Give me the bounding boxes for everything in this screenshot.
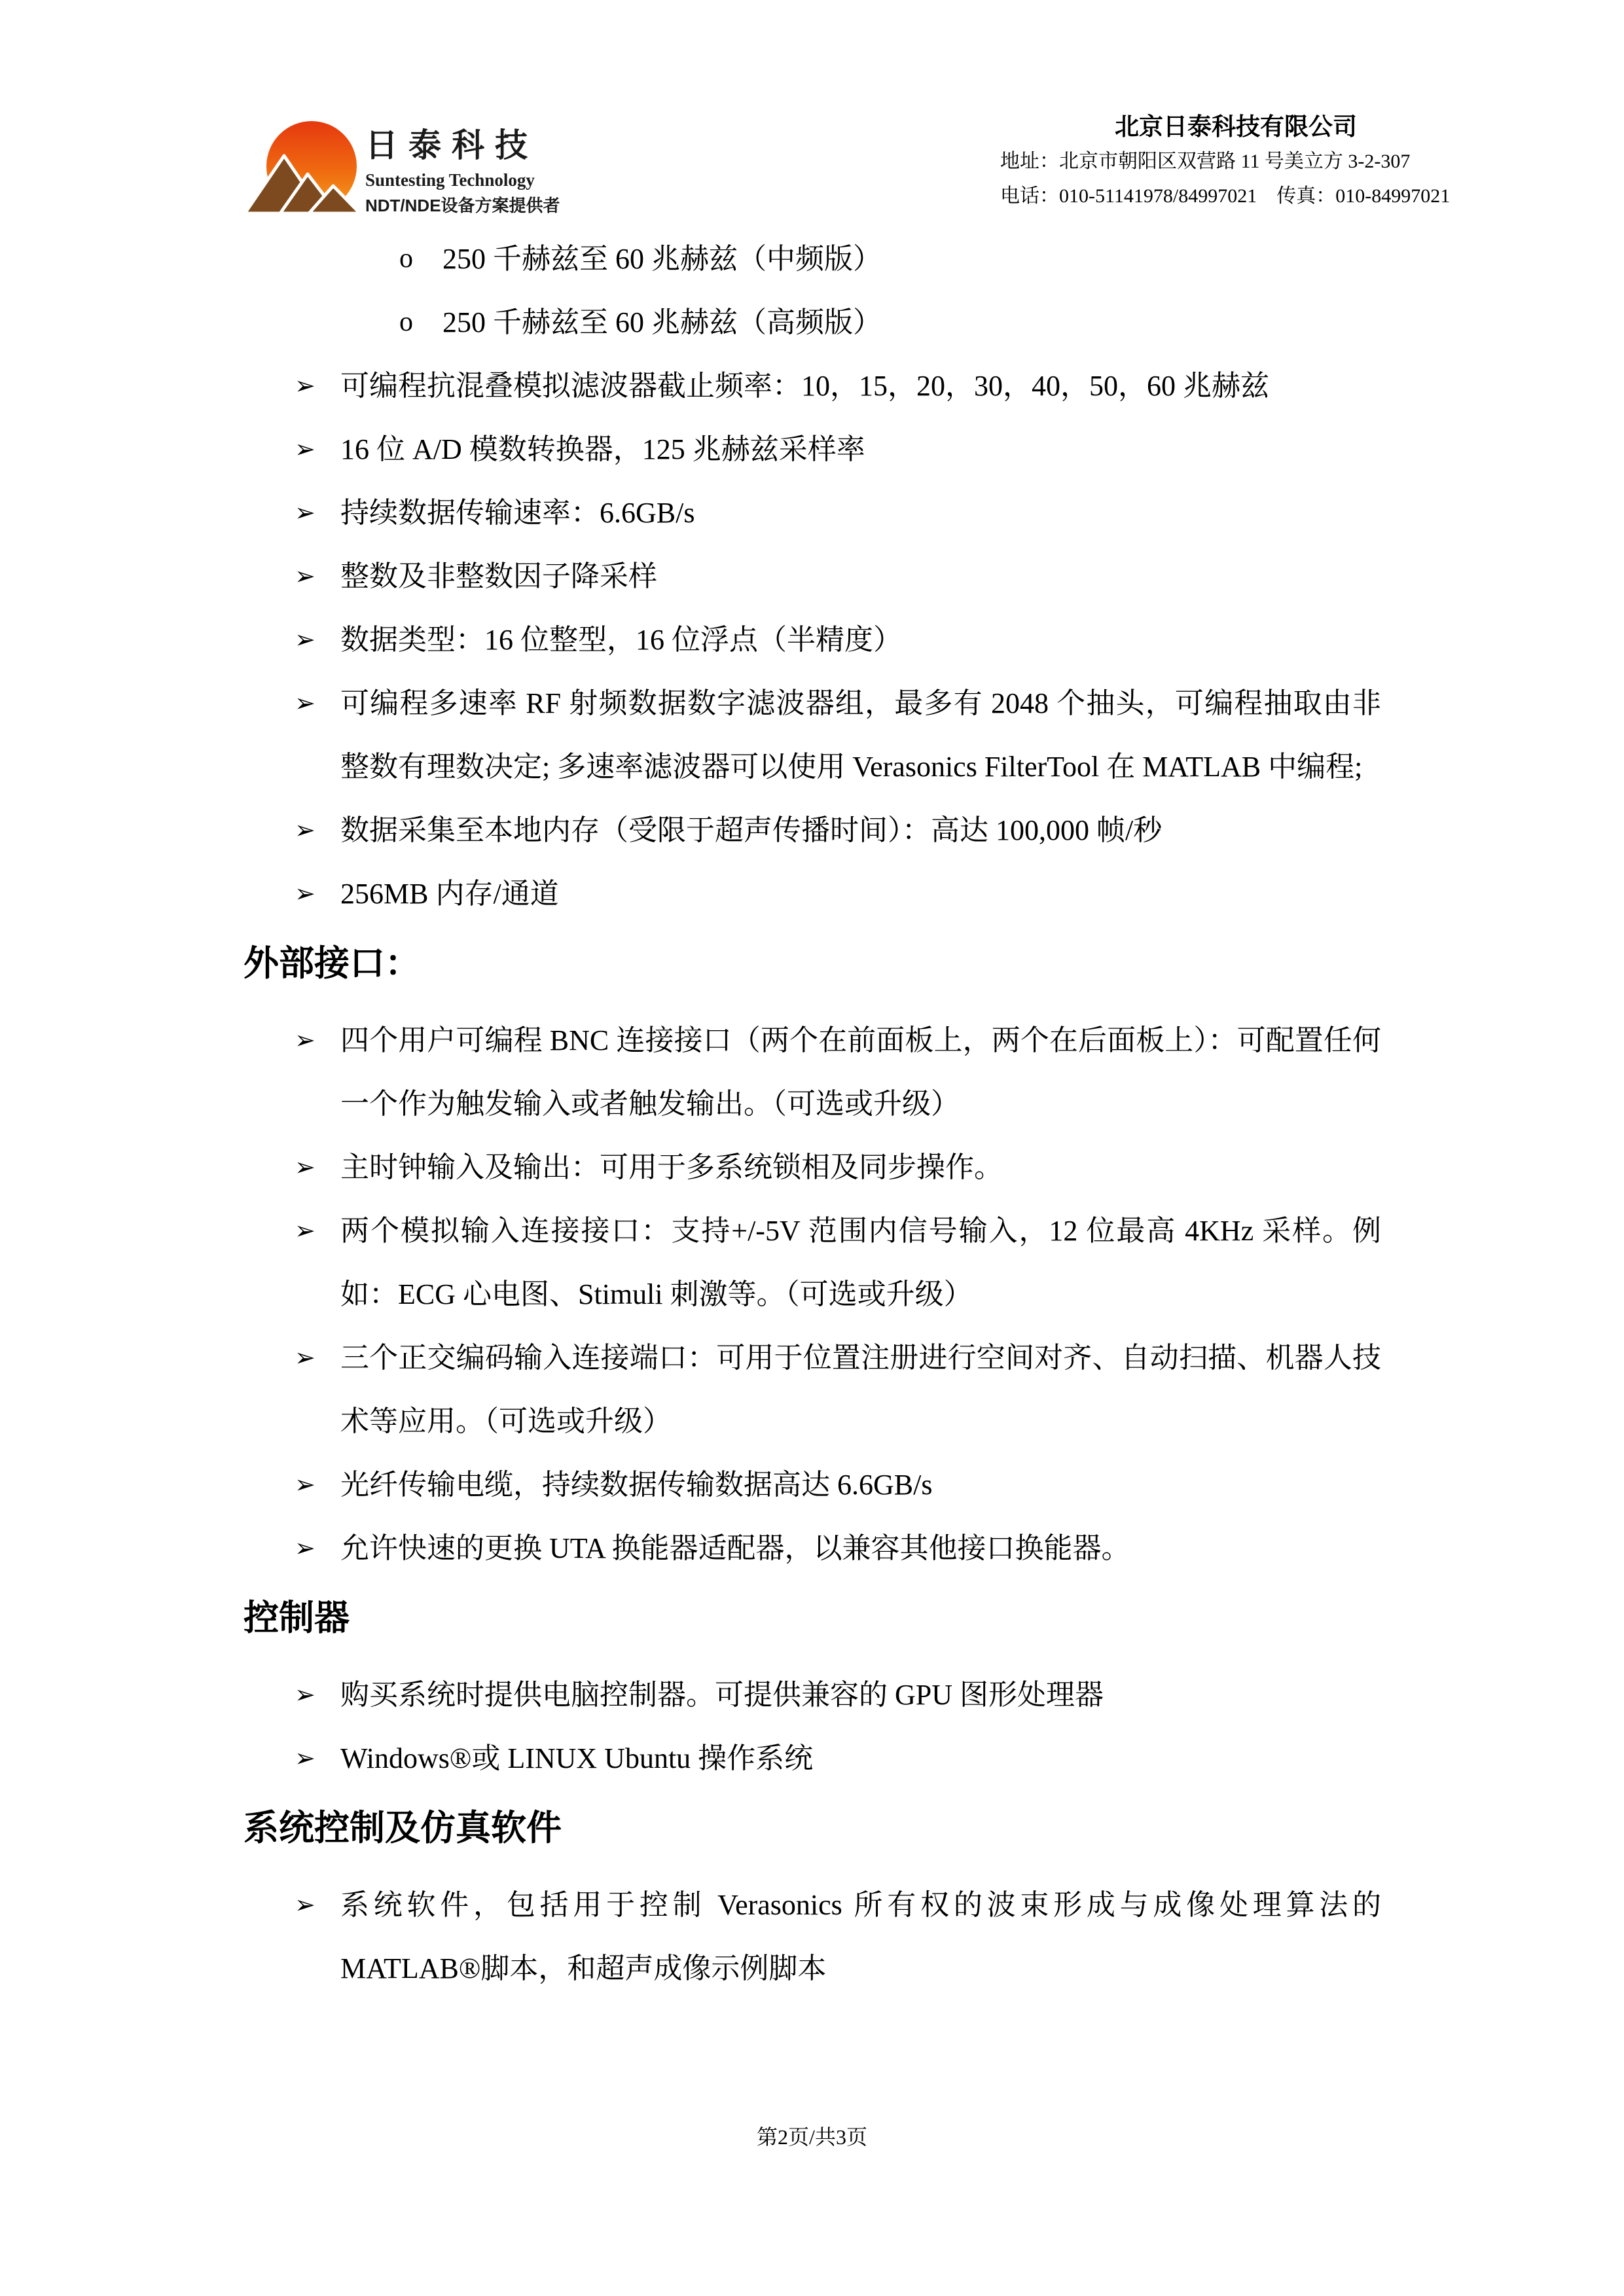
list-item-text: 购买系统时提供电脑控制器。可提供兼容的 GPU 图形处理器 <box>340 1679 1104 1711</box>
arrow-bullet-icon: ➢ <box>295 1470 316 1499</box>
list-item-text: 256MB 内存/通道 <box>340 878 559 910</box>
company-phone: 电话：010-51141978/84997021 传真：010-84997021 <box>1000 185 1451 207</box>
list-item-text: 16 位 A/D 模数转换器，125 兆赫兹采样率 <box>340 433 865 465</box>
arrow-bullet-icon: ➢ <box>295 1153 316 1181</box>
logo-icon <box>244 105 374 217</box>
section-heading-external-interfaces: 外部接口： <box>244 944 420 983</box>
arrow-bullet-icon: ➢ <box>295 879 316 908</box>
arrow-bullet-icon: ➢ <box>295 498 316 527</box>
list-item <box>0 1453 1624 1516</box>
section-heading-controller: 控制器 <box>244 1598 350 1638</box>
arrow-bullet-icon: ➢ <box>295 1216 316 1245</box>
list-item-text: 允许快速的更换 UTA 换能器适配器，以兼容其他接口换能器。 <box>340 1532 1130 1564</box>
list-item <box>0 227 1624 291</box>
list-item-text: Windows®或 LINUX Ubuntu 操作系统 <box>340 1742 814 1774</box>
arrow-bullet-icon: ➢ <box>295 1680 316 1709</box>
arrow-bullet-icon: ➢ <box>295 1343 316 1372</box>
list-item <box>0 1516 1624 1580</box>
section-heading-software: 系统控制及仿真软件 <box>244 1808 562 1848</box>
company-address: 地址：北京市朝阳区双营路 11 号美立方 3-2-307 <box>1000 151 1411 172</box>
list-item-text: 可编程多速率 RF 射频数据数字滤波器组，最多有 2048 个抽头，可编程抽取由非整数有理数决定; 多速率滤波器可以使用 Verasonics FilterTool 在 MATLAB 中编程; <box>340 687 1381 783</box>
list-item-text: 整数及非整数因子降采样 <box>340 560 657 592</box>
company-logo <box>244 105 558 223</box>
list-item-text: 持续数据传输速率：6.6GB/s <box>340 497 695 529</box>
list-item-text: 数据类型：16 位整型，16 位浮点（半精度） <box>340 624 902 656</box>
list-item <box>0 1873 1624 2000</box>
list-item-text: 三个正交编码输入连接端口：可用于位置注册进行空间对齐、自动扫描、机器人技术等应用。（可选或升级） <box>340 1342 1381 1437</box>
logo-title: 日泰科技 <box>365 127 538 164</box>
arrow-bullet-icon: ➢ <box>295 371 316 400</box>
logo-text-block <box>365 127 562 217</box>
list-item-text: 系统软件，包括用于控制 Verasonics 所有权的波束形成与成像处理算法的 MATLAB®脚本，和超声成像示例脚本 <box>340 1889 1381 1984</box>
list-item-text: 数据采集至本地内存（受限于超声传播时间）：高达 100,000 帧/秒 <box>340 814 1163 846</box>
list-item <box>0 1009 1624 1136</box>
list-item <box>0 418 1624 481</box>
company-info <box>1000 111 1471 213</box>
list-item <box>0 291 1624 354</box>
arrow-bullet-icon: ➢ <box>295 625 316 654</box>
list-item-text: 主时钟输入及输出：可用于多系统锁相及同步操作。 <box>340 1151 1003 1183</box>
list-item <box>0 481 1624 545</box>
list-item <box>0 1199 1624 1326</box>
list-item <box>0 1136 1624 1199</box>
arrow-bullet-icon: ➢ <box>295 435 316 463</box>
arrow-bullet-icon: ➢ <box>295 1534 316 1562</box>
arrow-bullet-icon: ➢ <box>295 689 316 717</box>
list-item <box>0 862 1624 925</box>
list-item-text: 四个用户可编程 BNC 连接接口（两个在前面板上，两个在后面板上）：可配置任何一个作为触发输入或者触发输出。（可选或升级） <box>340 1024 1381 1120</box>
list-item <box>0 354 1624 418</box>
logo-subtitle: Suntesting Technology <box>365 170 535 190</box>
list-item <box>0 798 1624 862</box>
arrow-bullet-icon: ➢ <box>295 562 316 590</box>
list-item <box>0 1326 1624 1453</box>
arrow-bullet-icon: ➢ <box>295 816 316 844</box>
list-item <box>0 672 1624 798</box>
arrow-bullet-icon: ➢ <box>295 1744 316 1772</box>
list-item-text: 可编程抗混叠模拟滤波器截止频率：10，15，20，30，40，50，60 兆赫兹 <box>340 370 1269 402</box>
list-item-text: 250 千赫兹至 60 兆赫兹（高频版） <box>442 306 882 338</box>
arrow-bullet-icon: ➢ <box>295 1026 316 1054</box>
circle-bullet-icon: o <box>399 307 413 337</box>
list-item-text: 光纤传输电缆，持续数据传输数据高达 6.6GB/s <box>340 1469 933 1501</box>
list-item-text: 250 千赫兹至 60 兆赫兹（中频版） <box>442 243 882 275</box>
logo-tagline: NDT/NDE设备方案提供者 <box>365 195 560 215</box>
circle-bullet-icon: o <box>399 243 413 274</box>
company-name: 北京日泰科技有限公司 <box>1115 114 1357 141</box>
arrow-bullet-icon: ➢ <box>295 1890 316 1919</box>
list-item <box>0 1727 1624 1790</box>
list-item <box>0 608 1624 672</box>
document-body <box>0 227 1624 2000</box>
page-footer: 第2页/共3页 <box>757 2125 867 2149</box>
list-item <box>0 1663 1624 1727</box>
list-item-text: 两个模拟输入连接接口：支持+/-5V 范围内信号输入，12 位最高 4KHz 采样。例如：ECG 心电图、Stimuli 刺激等。（可选或升级） <box>340 1215 1381 1310</box>
list-item <box>0 545 1624 608</box>
